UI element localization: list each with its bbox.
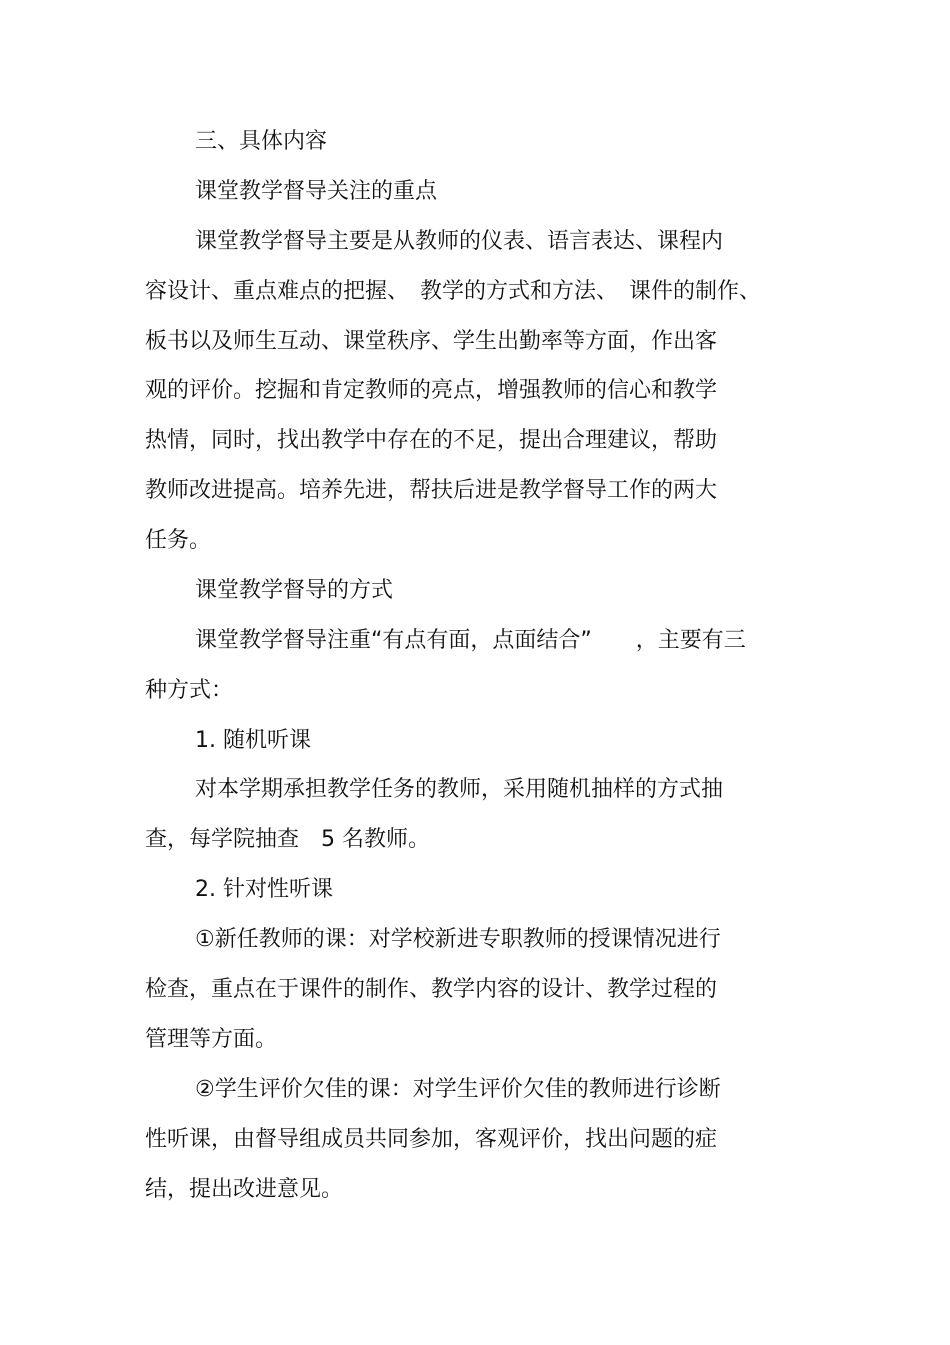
paragraph-line: 课堂教学督导主要是从教师的仪表、语言表达、课程内 bbox=[195, 229, 724, 254]
paragraph-line: 板书以及师生互动、课堂秩序、学生出勤率等方面，作出客 bbox=[145, 329, 718, 354]
subheading-focus: 课堂教学督导关注的重点 bbox=[195, 179, 438, 204]
paragraph-line: 容设计、重点难点的把握、 教学的方式和方法、 课件的制作、 bbox=[145, 279, 762, 304]
paragraph-line: 观的评价。挖掘和肯定教师的亮点，增强教师的信心和教学 bbox=[145, 378, 718, 403]
paragraph-line: 结，提出改进意见。 bbox=[145, 1177, 344, 1202]
subheading-method: 课堂教学督导的方式 bbox=[195, 578, 394, 603]
paragraph-line: 热情，同时，找出教学中存在的不足，提出合理建议，帮助 bbox=[145, 428, 718, 453]
paragraph-line: 对本学期承担教学任务的教师，采用随机抽样的方式抽 bbox=[195, 777, 724, 802]
paragraph-line: 任务。 bbox=[145, 528, 212, 553]
list-item-heading: 1. 随机听课 bbox=[195, 728, 311, 753]
paragraph-line: 管理等方面。 bbox=[145, 1027, 278, 1052]
paragraph-line: 教师改进提高。培养先进，帮扶后进是教学督导工作的两大 bbox=[145, 478, 718, 503]
paragraph-line: ①新任教师的课：对学校新进专职教师的授课情况进行 bbox=[195, 927, 721, 952]
paragraph-line: 课堂教学督导注重“有点有面，点面结合” ，主要有三 bbox=[195, 628, 746, 653]
paragraph-line: 性听课，由督导组成员共同参加，客观评价，找出问题的症 bbox=[145, 1127, 718, 1152]
paragraph-line: ②学生评价欠佳的课：对学生评价欠佳的教师进行诊断 bbox=[195, 1077, 721, 1102]
paragraph-line: 种方式： bbox=[145, 678, 234, 703]
paragraph-line: 查，每学院抽查 5 名教师。 bbox=[145, 827, 430, 852]
paragraph-line: 检查，重点在于课件的制作、教学内容的设计、教学过程的 bbox=[145, 977, 718, 1002]
list-item-heading: 2. 针对性听课 bbox=[195, 877, 333, 902]
section-heading: 三、具体内容 bbox=[195, 129, 328, 154]
